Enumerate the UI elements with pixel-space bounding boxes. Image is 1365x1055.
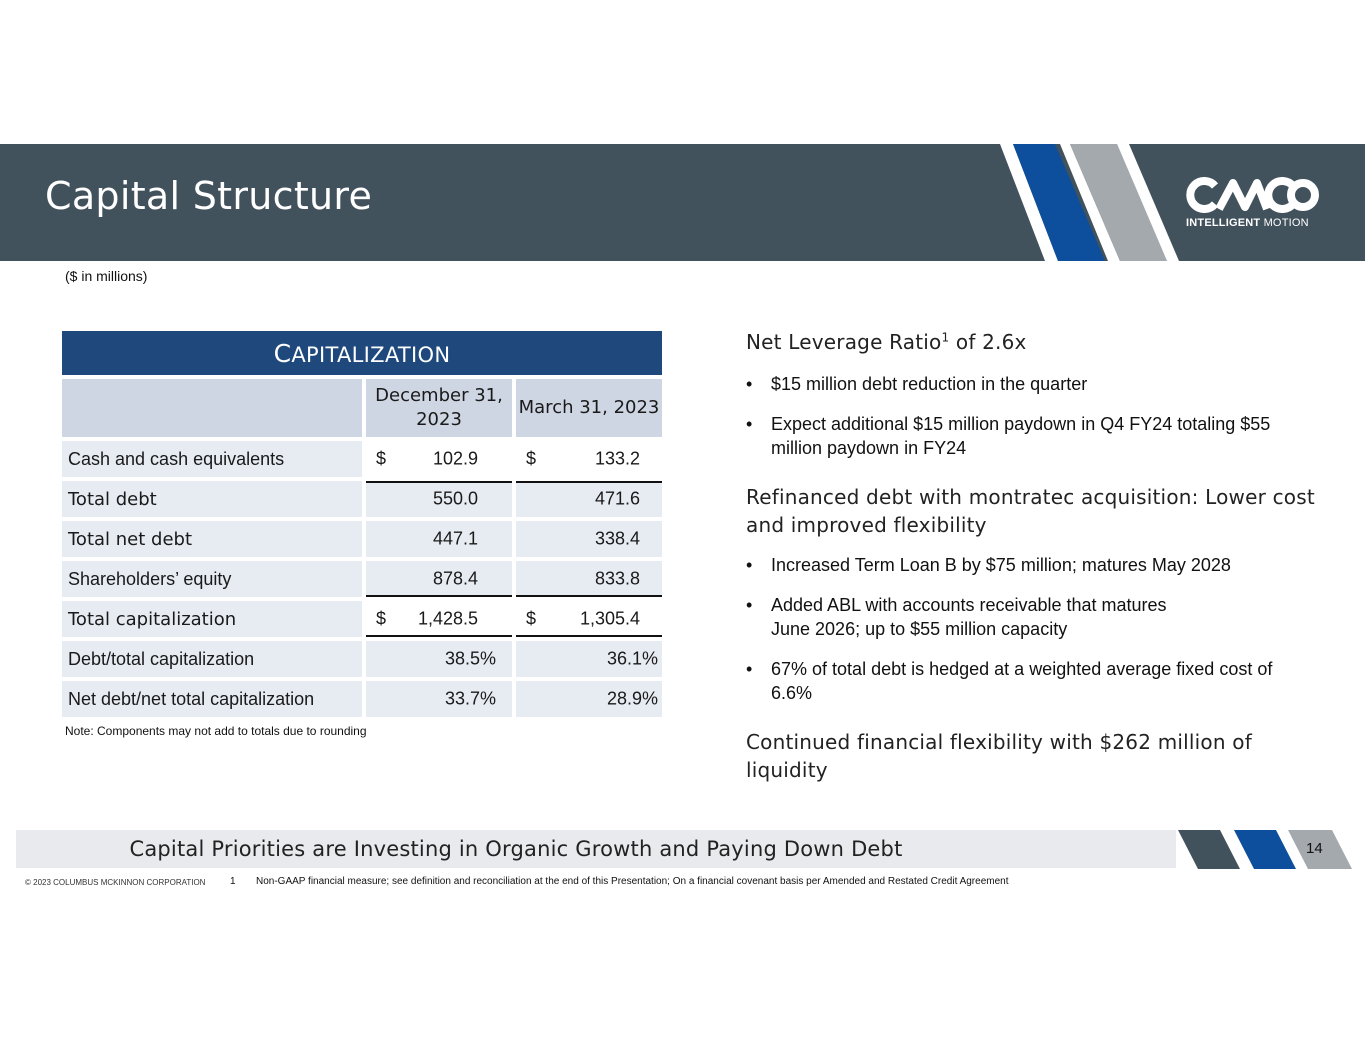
capitalization-table bbox=[58, 327, 666, 721]
header-bar bbox=[0, 144, 1365, 261]
refinanced-heading: Refinanced debt with montratec acquisition: Lower cost and improved flexibility bbox=[746, 485, 1315, 537]
bottom-banner bbox=[16, 830, 1176, 868]
highlights-panel bbox=[746, 328, 1316, 784]
bullet-item: • Expect additional $15 million paydown in Q4 FY24 totaling $55 million paydown in FY24 bbox=[746, 412, 1316, 460]
decorative-stripes bbox=[0, 144, 1365, 261]
footnote-text: Non-GAAP financial measure; see definition and reconciliation at the end of this Presentation; On a financial covenant basis per Amended and Restated Credit Agreement bbox=[256, 876, 1009, 887]
table-row bbox=[62, 601, 662, 637]
bullet-item: • Increased Term Loan B by $75 million; matures May 2028 bbox=[746, 553, 1316, 577]
units-note: ($ in millions) bbox=[65, 268, 148, 284]
blank-header-cell bbox=[62, 379, 362, 437]
value-cell: 833.8 bbox=[516, 561, 662, 597]
value-cell: 447.1 bbox=[366, 521, 512, 557]
value-cell: 36.1% bbox=[516, 641, 662, 677]
value-cell: 878.4 bbox=[366, 561, 512, 597]
table-footnote: Note: Components may not add to totals due to rounding bbox=[65, 724, 367, 738]
page-number: 14 bbox=[1306, 840, 1323, 857]
row-label: Debt/total capitalization bbox=[62, 641, 362, 677]
page-title: Capital Structure bbox=[45, 174, 373, 218]
net-leverage-heading: Net Leverage Ratio$^1$ of 2.6x bbox=[746, 330, 1027, 354]
decorative-bars bbox=[1170, 830, 1355, 870]
value-cell: 471.6 bbox=[516, 481, 662, 517]
row-label: Shareholders’ equity bbox=[62, 561, 362, 597]
row-label: Cash and cash equivalents bbox=[62, 441, 362, 477]
bullet-item: • 67% of total debt is hedged at a weighted average fixed cost of 6.6% bbox=[746, 657, 1316, 705]
value-cell: 28.9% bbox=[516, 681, 662, 717]
row-label: Net debt/net total capitalization bbox=[62, 681, 362, 717]
value-cell: $ 1,428.5 bbox=[366, 601, 512, 637]
value-cell: 33.7% bbox=[366, 681, 512, 717]
table-title: CAPITALIZATION bbox=[62, 331, 662, 375]
value-cell: 38.5% bbox=[366, 641, 512, 677]
table-row bbox=[62, 481, 662, 517]
value-cell: 338.4 bbox=[516, 521, 662, 557]
bullet-item: • $15 million debt reduction in the quarter bbox=[746, 372, 1316, 396]
row-label: Total net debt bbox=[62, 521, 362, 557]
copyright: © 2023 COLUMBUS MCKINNON CORPORATION bbox=[25, 878, 206, 887]
table-row bbox=[62, 521, 662, 557]
banner-text: Capital Priorities are Investing in Organic Growth and Paying Down Debt bbox=[129, 837, 903, 861]
value-cell: $ 102.9 bbox=[366, 441, 512, 477]
liquidity-heading: Continued financial flexibility with $262 million of liquidity bbox=[746, 730, 1252, 782]
table-row bbox=[62, 641, 662, 677]
table-header-row bbox=[62, 379, 662, 437]
company-logo bbox=[1185, 177, 1325, 233]
value-cell: 550.0 bbox=[366, 481, 512, 517]
row-label: Total debt bbox=[62, 481, 362, 517]
logo-mark-icon bbox=[1185, 177, 1320, 213]
column-header: December 31, 2023 bbox=[366, 379, 512, 437]
table-row bbox=[62, 441, 662, 477]
row-label: Total capitalization bbox=[62, 601, 362, 637]
logo-tagline: INTELLIGENT MOTION bbox=[1186, 217, 1309, 229]
table-row bbox=[62, 681, 662, 717]
footnote-number: 1 bbox=[230, 876, 236, 887]
bullet-item: • Added ABL with accounts receivable that matures June 2026; up to $55 million capacity bbox=[746, 593, 1316, 641]
value-cell: $ 133.2 bbox=[516, 441, 662, 477]
value-cell: $ 1,305.4 bbox=[516, 601, 662, 637]
table-row bbox=[62, 561, 662, 597]
column-header: March 31, 2023 bbox=[516, 379, 662, 437]
